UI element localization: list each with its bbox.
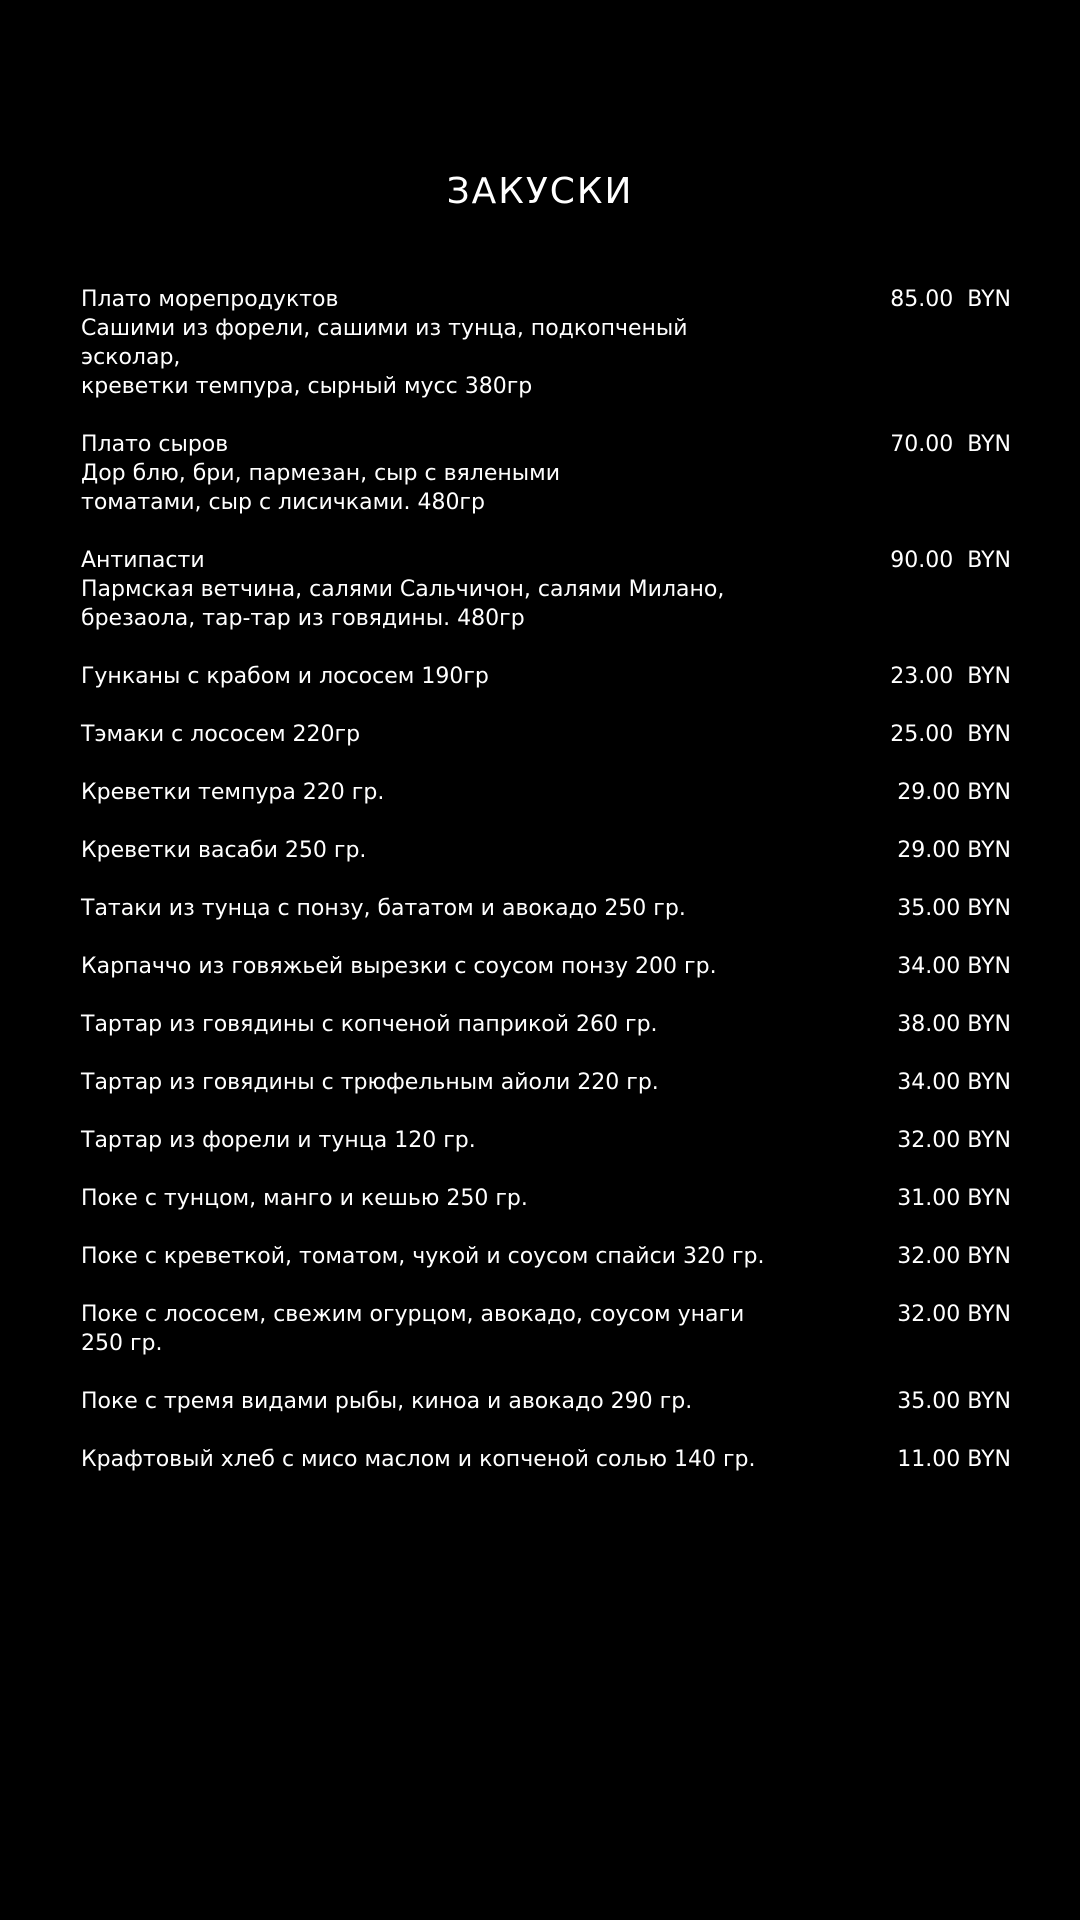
menu-item [81, 952, 1015, 981]
menu-item [81, 1387, 1015, 1416]
item-price: 90.00 BYN [890, 548, 1011, 573]
item-price: 32.00 BYN [897, 1244, 1011, 1269]
item-name: Поке с тунцом, манго и кешью 250 гр. [81, 1186, 528, 1211]
menu-item [81, 1300, 1015, 1358]
item-description: Дор блю, бри, пармезан, сыр с вялеными томатами, сыр с лисичками. 480гр [81, 461, 561, 515]
item-price: 85.00 BYN [890, 287, 1011, 312]
item-price: 34.00 BYN [897, 954, 1011, 979]
item-description: Пармская ветчина, салями Сальчичон, салями Милано, брезаола, тар-тар из говядины. 480гр [81, 577, 725, 631]
menu-list [81, 285, 1015, 1503]
item-name: Креветки темпура 220 гр. [81, 780, 385, 805]
menu-item [81, 1126, 1015, 1155]
item-name: Крафтовый хлеб с мисо маслом и копченой солью 140 гр. [81, 1447, 756, 1472]
item-price: 32.00 BYN [897, 1128, 1011, 1153]
item-price: 11.00 BYN [897, 1447, 1011, 1472]
item-price: 34.00 BYN [897, 1070, 1011, 1095]
menu-item [81, 285, 1015, 401]
item-name: Плато морепродуктов [81, 287, 339, 312]
item-name: Поке с креветкой, томатом, чукой и соусом спайси 320 гр. [81, 1244, 765, 1269]
menu-item [81, 1068, 1015, 1097]
menu-item [81, 778, 1015, 807]
menu-item [81, 894, 1015, 923]
item-price: 70.00 BYN [890, 432, 1011, 457]
item-price: 35.00 BYN [897, 896, 1011, 921]
item-description: Сашими из форели, сашими из тунца, подкопченый эсколар, креветки темпура, сырный мусс 380гр [81, 316, 688, 399]
item-price: 29.00 BYN [897, 838, 1011, 863]
item-name: Тартар из форели и тунца 120 гр. [81, 1128, 476, 1153]
menu-item [81, 720, 1015, 749]
menu-item [81, 1445, 1015, 1474]
item-name: Тартар из говядины с копченой паприкой 260 гр. [81, 1012, 658, 1037]
item-price: 29.00 BYN [897, 780, 1011, 805]
item-name: Поке с тремя видами рыбы, киноа и авокадо 290 гр. [81, 1389, 693, 1414]
menu-item [81, 1184, 1015, 1213]
item-name: Татаки из тунца с понзу, бататом и авокадо 250 гр. [81, 896, 686, 921]
menu-item [81, 662, 1015, 691]
item-name: Тэмаки с лососем 220гр [81, 722, 361, 747]
item-name: Плато сыров [81, 432, 229, 457]
menu-item [81, 1010, 1015, 1039]
item-price: 31.00 BYN [897, 1186, 1011, 1211]
item-name: Поке с лососем, свежим огурцом, авокадо, соусом унаги 250 гр. [81, 1302, 745, 1356]
item-price: 25.00 BYN [890, 722, 1011, 747]
item-name: Антипасти [81, 548, 205, 573]
item-price: 23.00 BYN [890, 664, 1011, 689]
item-name: Креветки васаби 250 гр. [81, 838, 367, 863]
menu-item [81, 1242, 1015, 1271]
item-price: 32.00 BYN [897, 1302, 1011, 1327]
item-price: 35.00 BYN [897, 1389, 1011, 1414]
item-price: 38.00 BYN [897, 1012, 1011, 1037]
item-name: Тартар из говядины с трюфельным айоли 220 гр. [81, 1070, 659, 1095]
menu-item [81, 546, 1015, 633]
menu-item [81, 836, 1015, 865]
item-name: Гунканы с крабом и лососем 190гр [81, 664, 489, 689]
menu-item [81, 430, 1015, 517]
item-name: Карпаччо из говяжьей вырезки с соусом понзу 200 гр. [81, 954, 717, 979]
section-title: ЗАКУСКИ [446, 171, 634, 212]
